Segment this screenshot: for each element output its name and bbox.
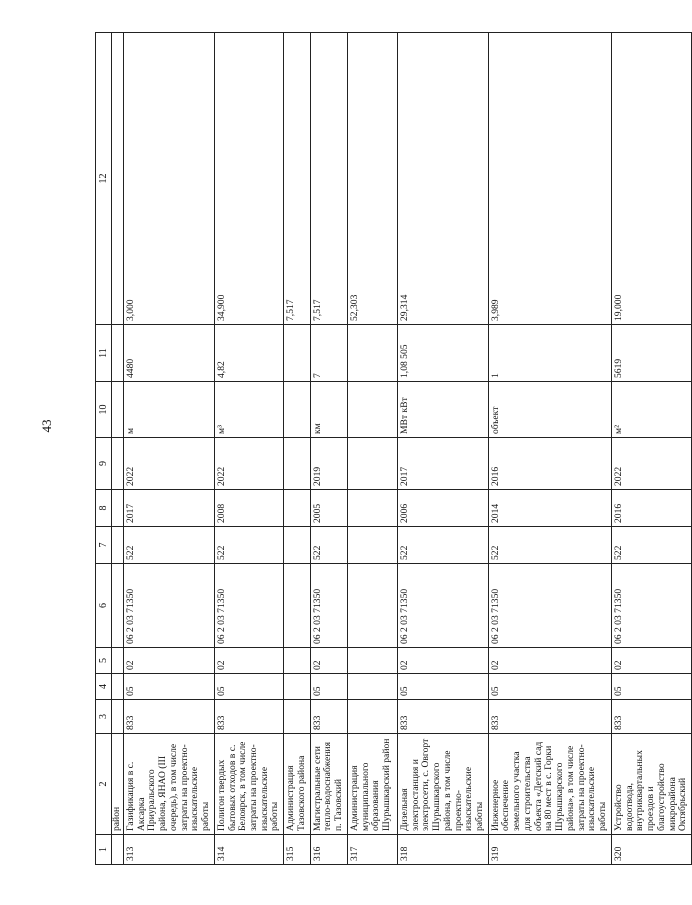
column-header: 1 — [96, 835, 112, 865]
column-header: 3 — [96, 700, 112, 734]
object-name: Газификация в с. Аксарка Приуральского района, ЯНАО (III очередь), в том числе затраты на проектно-изыскательские работы — [123, 734, 214, 835]
cell: 02 — [123, 648, 214, 674]
cell: 833 — [123, 700, 214, 734]
cell: 06 2 03 71350 — [611, 564, 691, 648]
cell: 2016 — [488, 438, 611, 490]
row-number: 315 — [284, 835, 310, 865]
cell: 833 — [611, 700, 691, 734]
cell: м² — [611, 382, 691, 438]
table-row — [347, 33, 397, 865]
object-name: Полигон твердых бытовых отходов в с. Белоярск, в том числе затраты на проектно-изыскательские работы — [214, 734, 283, 835]
amount: 7,517 — [284, 33, 310, 325]
cell — [284, 490, 310, 527]
cell: 06 2 03 71350 — [397, 564, 488, 648]
column-header: 9 — [96, 438, 112, 490]
rotated-table-container — [95, 33, 689, 865]
cell: 522 — [611, 527, 691, 564]
column-header: 10 — [96, 382, 112, 438]
cell: 7 — [310, 325, 347, 382]
table-row — [284, 33, 310, 865]
column-header: 5 — [96, 648, 112, 674]
cell — [347, 648, 397, 674]
cell: 1,08 505 — [397, 325, 488, 382]
column-header: 12 — [96, 33, 112, 325]
cell: 02 — [488, 648, 611, 674]
cell: 522 — [214, 527, 283, 564]
continuation-row — [112, 33, 124, 865]
cell: 2019 — [310, 438, 347, 490]
cell — [284, 700, 310, 734]
row-number: 317 — [347, 835, 397, 865]
row-number: 313 — [123, 835, 214, 865]
cell: 4,82 — [214, 325, 283, 382]
amount: 29,314 — [397, 33, 488, 325]
row-number: 318 — [397, 835, 488, 865]
cell: 833 — [214, 700, 283, 734]
cell — [347, 674, 397, 700]
cell — [347, 438, 397, 490]
cell: 02 — [310, 648, 347, 674]
cell — [347, 490, 397, 527]
cell: 2016 — [611, 490, 691, 527]
amount: 3,989 — [488, 33, 611, 325]
row-number: 319 — [488, 835, 611, 865]
cell — [347, 700, 397, 734]
cell: 06 2 03 71350 — [488, 564, 611, 648]
object-name: Администрация муниципального образования Шурышкарский район — [347, 734, 397, 835]
cell — [284, 325, 310, 382]
cell: 833 — [397, 700, 488, 734]
cell: 2017 — [397, 438, 488, 490]
amount: 34,900 — [214, 33, 283, 325]
amount: 52,303 — [347, 33, 397, 325]
cell: 02 — [611, 648, 691, 674]
column-header: 8 — [96, 490, 112, 527]
cell: 2006 — [397, 490, 488, 527]
table-row — [611, 33, 691, 865]
cell — [284, 382, 310, 438]
cell: 05 — [397, 674, 488, 700]
column-header: 2 — [96, 734, 112, 835]
cell: м — [123, 382, 214, 438]
column-header: 4 — [96, 674, 112, 700]
cell: 06 2 03 71350 — [123, 564, 214, 648]
investment-table — [95, 32, 692, 865]
cell — [347, 382, 397, 438]
cell: 522 — [397, 527, 488, 564]
cell: 05 — [488, 674, 611, 700]
table-row — [310, 33, 347, 865]
cell: 522 — [310, 527, 347, 564]
cell: 2022 — [123, 438, 214, 490]
cell — [284, 674, 310, 700]
cell: 4480 — [123, 325, 214, 382]
cell — [347, 325, 397, 382]
object-name: Магистральные сети тепло-водоснабжения п. Тазовский — [310, 734, 347, 835]
object-name: Администрация Тазовского района — [284, 734, 310, 835]
cell: 1 — [488, 325, 611, 382]
cell: 05 — [611, 674, 691, 700]
continuation-text: район — [112, 734, 124, 835]
cell: 522 — [123, 527, 214, 564]
cell: 02 — [214, 648, 283, 674]
amount: 7,517 — [310, 33, 347, 325]
cell: МВт кВт — [397, 382, 488, 438]
cell: м³ — [214, 382, 283, 438]
cell: 2017 — [123, 490, 214, 527]
column-header: 11 — [96, 325, 112, 382]
object-name: Устройство водоотвода, внутриквартальных проездов и благоустройство микрорайона Октябрьский — [611, 734, 691, 835]
table-row — [123, 33, 214, 865]
cell: 2022 — [214, 438, 283, 490]
table-row — [488, 33, 611, 865]
cell: 2022 — [611, 438, 691, 490]
cell: 833 — [310, 700, 347, 734]
cell: 06 2 03 71350 — [310, 564, 347, 648]
cell: км — [310, 382, 347, 438]
cell: 2008 — [214, 490, 283, 527]
page-number: 43 — [39, 419, 54, 433]
cell — [284, 527, 310, 564]
table-row — [214, 33, 283, 865]
row-number: 314 — [214, 835, 283, 865]
cell: 522 — [488, 527, 611, 564]
cell: 2005 — [310, 490, 347, 527]
cell: 5619 — [611, 325, 691, 382]
column-header: 6 — [96, 564, 112, 648]
object-name: Инженерное обеспечение земельного участка для строительства объекта «Детский сад на 80 мест в с. Горки Шурышкарского района», в том числе затраты на проектно-изыскательские работы — [488, 734, 611, 835]
row-number: 316 — [310, 835, 347, 865]
column-header-row — [96, 33, 112, 865]
cell: 06 2 03 71350 — [214, 564, 283, 648]
cell — [284, 564, 310, 648]
cell — [284, 648, 310, 674]
cell: 2014 — [488, 490, 611, 527]
cell: 05 — [123, 674, 214, 700]
column-header: 7 — [96, 527, 112, 564]
amount: 19,000 — [611, 33, 691, 325]
cell: 05 — [310, 674, 347, 700]
cell — [347, 527, 397, 564]
cell: 05 — [214, 674, 283, 700]
amount: 3,000 — [123, 33, 214, 325]
cell — [284, 438, 310, 490]
cell: 833 — [488, 700, 611, 734]
cell: 02 — [397, 648, 488, 674]
table-row — [397, 33, 488, 865]
object-name: Дизельная электростанция и электросети, с. Овгорт Шурышкарского района, в том числе проектно-изыскательские работы — [397, 734, 488, 835]
row-number: 320 — [611, 835, 691, 865]
cell: объект — [488, 382, 611, 438]
cell — [347, 564, 397, 648]
